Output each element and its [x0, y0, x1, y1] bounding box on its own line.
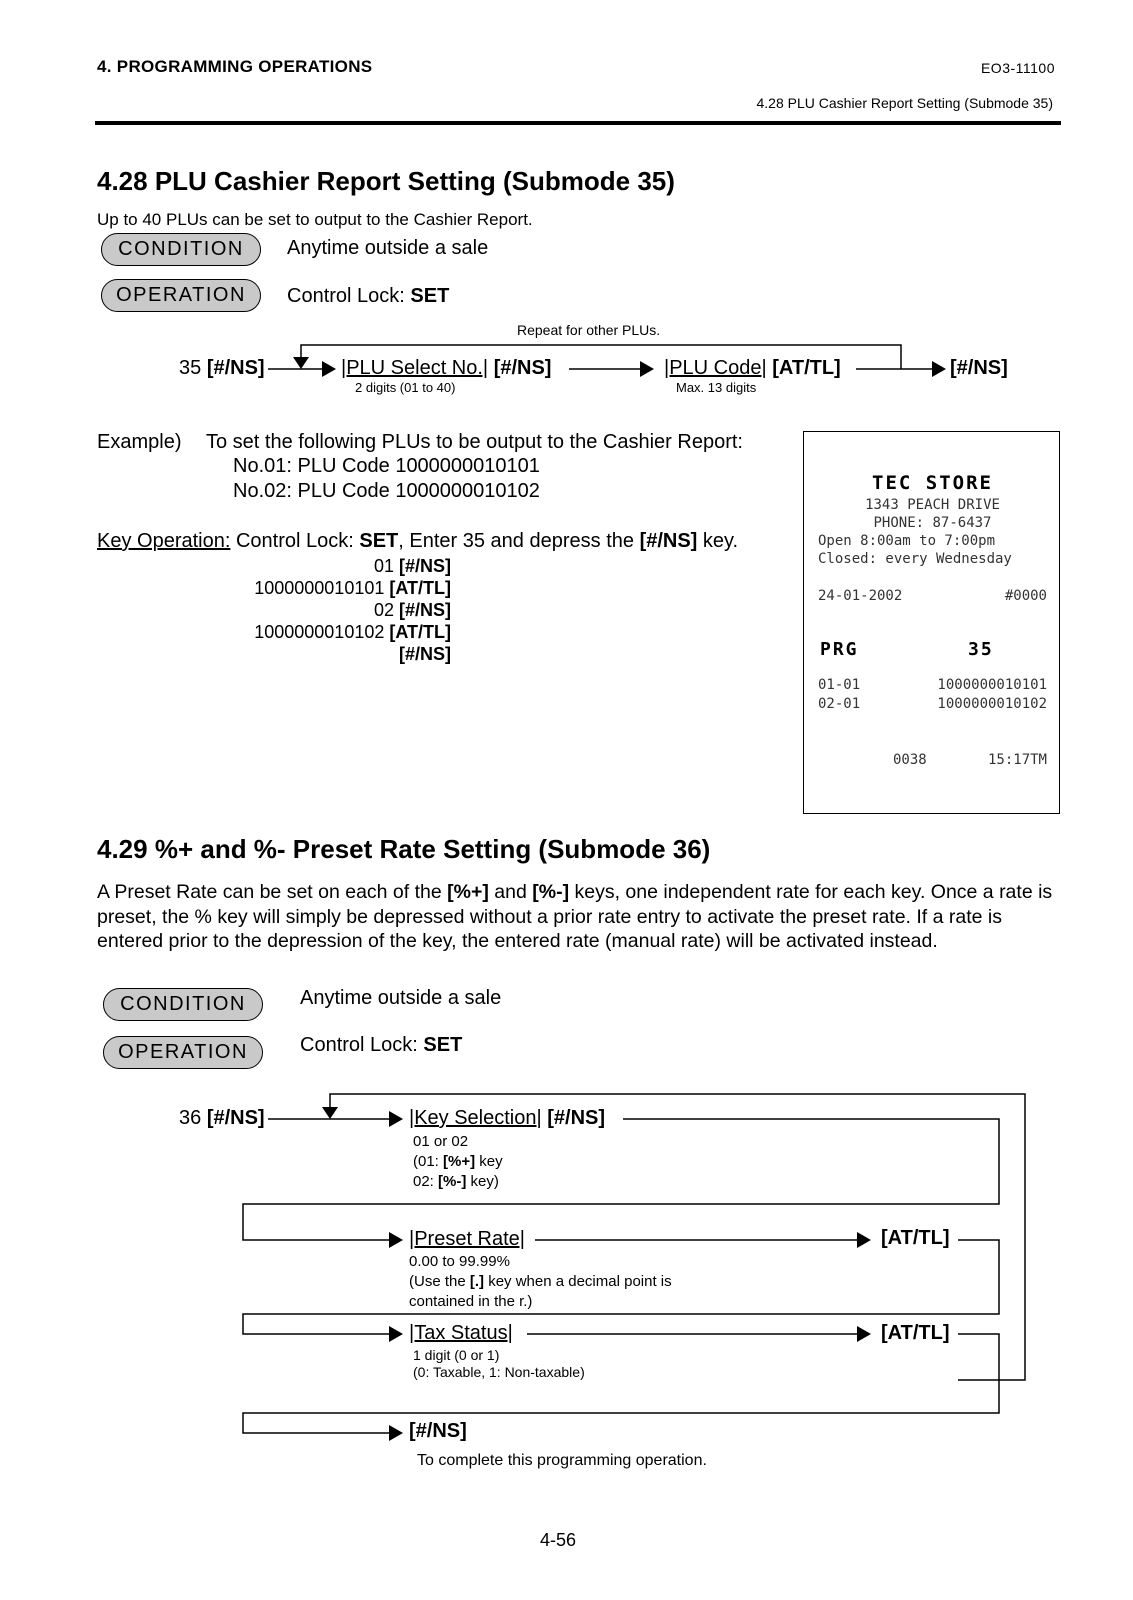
ns-key: [#/NS]: [493, 357, 552, 379]
attl-key: [AT/TL]: [881, 1227, 950, 1249]
receipt-closed-day: Closed: every Wednesday: [818, 551, 1012, 567]
start-number: 35: [179, 357, 207, 379]
receipt-number: #0000: [1004, 588, 1047, 604]
percent-plus-key: [%+]: [447, 881, 489, 903]
condition-text: Anytime outside a sale: [300, 987, 502, 1009]
key-step-value: 1000000010101: [254, 578, 390, 598]
key-operation-text: , Enter 35 and depress the: [398, 530, 640, 552]
example-text: To set the following PLUs to be output to the Cashier Report:: [206, 431, 743, 453]
ns-key: [#/NS]: [206, 1107, 265, 1129]
flow-end-key-429: [#/NS]: [409, 1420, 467, 1442]
condition-label: CONDITION: [118, 238, 244, 260]
percent-minus-key: [%-]: [532, 881, 570, 903]
key-step-key: [AT/TL]: [389, 578, 451, 598]
receipt-footer-left: 0038: [893, 752, 927, 768]
preset-rate-note: contained in the r.): [409, 1293, 533, 1310]
note-text: 02:: [413, 1173, 439, 1190]
receipt-prg-number: 35: [968, 639, 994, 660]
key-operation-text: key.: [697, 530, 739, 552]
preset-rate-label: |Preset Rate|: [409, 1228, 525, 1250]
ns-key: [#/NS]: [547, 1107, 606, 1129]
ns-key: [#/NS]: [206, 357, 265, 379]
key-step-key: [#/NS]: [398, 556, 451, 576]
control-lock-mode: SET: [410, 285, 450, 307]
key-step-value: 02: [373, 600, 399, 620]
ns-key: [#/NS]: [639, 530, 698, 552]
page-number: 4-56: [540, 1530, 577, 1550]
document-id: EO3-11100: [980, 60, 1055, 76]
section-428-intro: Up to 40 PLUs can be set to output to the Cashier Report.: [97, 210, 533, 229]
receipt-prg-label: PRG: [820, 639, 859, 660]
paragraph-text: and: [488, 881, 533, 903]
key-selection-step: [409, 1107, 605, 1130]
section-429-title: 4.29 %+ and %- Preset Rate Setting (Submode 36): [97, 834, 711, 864]
repeat-note: Repeat for other PLUs.: [517, 322, 661, 338]
operation-prefix: Control Lock:: [287, 285, 411, 307]
percent-plus-key: [%+]: [443, 1153, 476, 1170]
key-step-key: [AT/TL]: [389, 622, 451, 642]
receipt-row-right: 1000000010102: [937, 696, 1047, 712]
subsection-header: 4.28 PLU Cashier Report Setting (Submode 35): [756, 95, 1053, 111]
flow-end-key-428: [#/NS]: [950, 357, 1008, 379]
key-step-value: 1000000010102: [254, 622, 390, 642]
note-text: key when a decimal point is: [484, 1273, 672, 1290]
key-step-key: [#/NS]: [398, 600, 451, 620]
note-text: key: [475, 1153, 503, 1170]
operation-prefix: Control Lock:: [300, 1034, 424, 1056]
receipt-row-left: 02-01: [818, 696, 861, 712]
note-text: key): [466, 1173, 499, 1190]
receipt-row-left: 01-01: [818, 677, 861, 693]
condition-text: Anytime outside a sale: [287, 237, 489, 259]
key-step-key: [#/NS]: [398, 644, 451, 664]
attl-key: [AT/TL]: [881, 1322, 950, 1344]
receipt-open-hours: Open 8:00am to 7:00pm: [818, 533, 996, 549]
key-operation-text: Control Lock:: [230, 530, 360, 552]
tax-status-note: 1 digit (0 or 1): [413, 1347, 500, 1363]
example-label: Example): [97, 431, 182, 453]
percent-minus-key: [%-]: [438, 1173, 467, 1190]
receipt-date: 24-01-2002: [818, 588, 903, 604]
plu-code-label: |PLU Code|: [664, 357, 767, 379]
plu-select-label: |PLU Select No.|: [341, 357, 489, 379]
start-number: 36: [179, 1107, 207, 1129]
flow-end-note: To complete this programming operation.: [417, 1452, 707, 1469]
preset-rate-note: [409, 1273, 672, 1290]
operation-label: OPERATION: [116, 284, 246, 306]
plu-code-note: Max. 13 digits: [676, 380, 757, 395]
receipt-store-name: TEC STORE: [872, 472, 993, 494]
control-lock-mode: SET: [359, 530, 399, 552]
note-text: (Use the: [409, 1273, 470, 1290]
receipt-address: 1343 PEACH DRIVE: [865, 497, 1000, 513]
receipt-footer-right: 15:17TM: [987, 752, 1047, 768]
tax-status-note: (0: Taxable, 1: Non-taxable): [413, 1364, 585, 1380]
operation-label: OPERATION: [118, 1041, 248, 1063]
key-selection-note: [413, 1153, 503, 1170]
example-line: No.02: PLU Code 1000000010102: [233, 480, 540, 502]
key-step-value: 01: [373, 556, 399, 576]
note-text: (01:: [413, 1153, 444, 1170]
key-selection-note: [413, 1173, 499, 1190]
tax-status-label: |Tax Status|: [409, 1322, 513, 1344]
receipt-phone: PHONE: 87-6437: [873, 515, 992, 531]
section-header: 4. PROGRAMMING OPERATIONS: [97, 57, 373, 76]
paragraph-text: keys, one independent rate for each key. Once a rate is preset, the % key will simply be depressed without a prior rate entry to activate the preset rate. If a rate is entered prior to the depression of the key, the entered rate (manual rate) will be activated instead.: [97, 881, 1053, 952]
control-lock-mode: SET: [423, 1034, 463, 1056]
key-operation-label: Key Operation:: [97, 530, 231, 552]
receipt-row-right: 1000000010101: [937, 677, 1047, 693]
tax-status-step: [409, 1322, 513, 1345]
section-428-title: 4.28 PLU Cashier Report Setting (Submode 35): [97, 166, 675, 196]
preset-rate-note: 0.00 to 99.99%: [409, 1253, 510, 1270]
plu-select-note: 2 digits (01 to 40): [355, 380, 456, 395]
attl-key: [AT/TL]: [772, 357, 841, 379]
preset-rate-step: [409, 1228, 525, 1251]
example-line: No.01: PLU Code 1000000010101: [233, 455, 540, 477]
condition-label: CONDITION: [120, 993, 246, 1015]
paragraph-text: A Preset Rate can be set on each of the: [97, 881, 448, 903]
key-selection-note: 01 or 02: [413, 1133, 469, 1150]
decimal-key: [.]: [469, 1273, 485, 1290]
flow-start-429: [179, 1107, 265, 1130]
key-selection-label: |Key Selection|: [409, 1107, 542, 1129]
